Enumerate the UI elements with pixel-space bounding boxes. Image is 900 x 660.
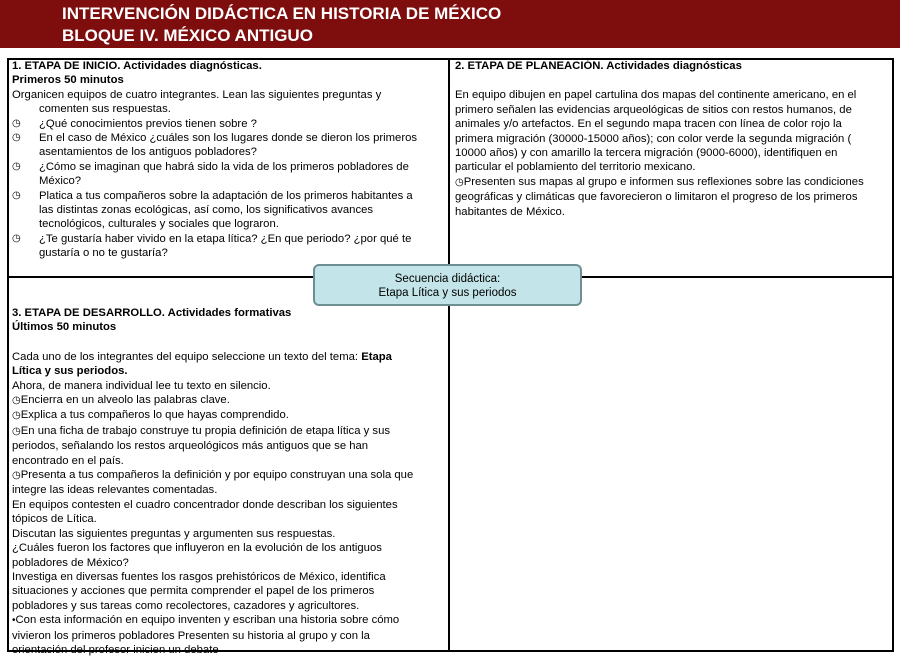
planeacion-line-3: animales y/o artefactos. En el segundo mapa tracen con línea de color rojo la	[455, 118, 842, 131]
desarrollo-c3: ◷En una ficha de trabajo construye tu propia definición de etapa lítica y sus	[12, 424, 444, 439]
clock-icon: ◷	[455, 176, 464, 188]
planeacion-title: 2. ETAPA DE PLANEACIÓN. Actividades diagnósticas	[455, 60, 742, 72]
inicio-intro: Organicen equipos de cuatro integrantes. Lean las siguientes preguntas y	[12, 88, 382, 101]
desarrollo-c2: ◷Explica a tus compañeros lo que hayas comprendido.	[12, 408, 444, 423]
secuencia-label: Secuencia didáctica:	[394, 273, 501, 285]
desarrollo-time: Últimos 50 minutos	[12, 321, 117, 334]
planeacion-line-4: primera migración (30000-15000 años); con color verde la segunda migración (	[455, 132, 852, 145]
planeacion-present-3: habitantes de México.	[455, 205, 565, 218]
inicio-question-1: ◷ ¿Qué conocimientos previos tienen sobre ?	[12, 117, 257, 130]
bullet-icon: •	[12, 615, 16, 627]
clock-icon: ◷	[12, 425, 21, 437]
table-vertical-divider	[448, 58, 450, 652]
clock-icon: ◷	[12, 117, 21, 129]
clock-icon: ◷	[12, 470, 21, 482]
desarrollo-p4: Discutan las siguientes preguntas y argumenten sus respuestas.	[12, 527, 336, 540]
document-header	[0, 0, 900, 48]
planeacion-present-2: geográficas y climáticas que favorecieron o limitaron el progreso de los primeros	[455, 191, 858, 204]
desarrollo-p5: ¿Cuáles fueron los factores que influyeron en la evolución de los antiguos	[12, 542, 382, 555]
planeacion-section	[455, 59, 893, 219]
inicio-question-3: ◷ ¿Cómo se imaginan que habrá sido la vida de los primeros pobladores de México?	[12, 160, 409, 188]
inicio-question-2: ◷ En el caso de México ¿cuáles son los lugares donde se dieron los primeros asentamientos de los antiguos pobladores?	[12, 132, 418, 159]
planeacion-line-2: primero señalen las evidencias arqueológicas de sitios con restos humanos, de	[455, 103, 852, 116]
inicio-intro-cont: comenten sus respuestas.	[39, 103, 171, 116]
desarrollo-p6: Investiga en diversas fuentes los rasgos prehistóricos de México, identifica	[12, 570, 386, 583]
clock-icon: ◷	[12, 395, 21, 407]
inicio-time: Primeros 50 minutos	[12, 74, 124, 87]
secuencia-topic: Etapa Lítica y sus periodos	[378, 287, 517, 299]
clock-icon: ◷	[12, 160, 21, 172]
desarrollo-p1-topic: Lítica y sus periodos.	[12, 365, 128, 378]
clock-icon: ◷	[12, 232, 21, 244]
desarrollo-p3: En equipos contesten el cuadro concentrador donde describan los siguientes	[12, 498, 398, 511]
desarrollo-b1: •Con esta información en equipo inventen y escriban una historia sobre cómo	[12, 613, 444, 628]
desarrollo-section: 3. ETAPA DE DESARROLLO. Actividades formativas Últimos 50 minutos Cada uno de los integrantes del equipo seleccione un texto del tema: Etapa Lítica y sus periodos. Ahora, de manera individual lee tu texto en silencio. ◷Encierra en un alveolo las palabras clave. ◷Explica a tus compañeros lo que hayas comprendido. ◷En una ficha de trabajo construye tu propia definición de etapa lítica y sus periodos, señalando los restos arqueológicos más antiguos que se han encontrado en el país. ◷Presenta a tus compañeros la definición y por equipo construyan una sola que integre las ideas relevantes comentadas. En equipos contesten el cuadro concentrador donde describan los siguientes tópicos de Lítica. Discutan las siguientes preguntas y argumenten sus respuestas. ¿Cuáles fueron los factores que influyeron en la evolución de los antiguos pobladores de México? Investiga en diversas fuentes los rasgos prehistóricos de México, identifica situaciones y acciones que permita comprender el papel de los primeros pobladores y sus tareas como recolectores, cazadores y agricultores. •Con esta información en equipo inventen y escriban una historia sobre cómo vivieron los primeros pobladores Presenten su historia al grupo y con la orientación del profesor inicien un debate	[12, 306, 444, 657]
clock-icon: ◷	[12, 132, 21, 144]
desarrollo-title: 3. ETAPA DE DESARROLLO. Actividades formativas	[12, 307, 292, 319]
planeacion-line-6: particular el poblamiento del territorio mexicano.	[455, 161, 696, 174]
planeacion-present-1: ◷Presenten sus mapas al grupo e informen sus reflexiones sobre las condiciones	[455, 175, 893, 190]
desarrollo-c1: ◷Encierra en un alveolo las palabras clave.	[12, 393, 444, 408]
inicio-title: 1. ETAPA DE INICIO. Actividades diagnósticas.	[12, 60, 262, 72]
inicio-question-4: ◷ Platica a tus compañeros sobre la adaptación de los primeros habitantes a las distintas zonas ecológicas, así como, los significativos avances tecnológicos, culturales y sociales que lograron.	[12, 189, 413, 231]
clock-icon: ◷	[12, 410, 21, 422]
clock-icon: ◷	[12, 189, 21, 201]
secuencia-didactica-callout	[313, 264, 582, 306]
planeacion-line-5: 10000 años) y con amarillo la tercera migración (9000-6000), identifiquen en	[455, 147, 838, 160]
desarrollo-p2: Ahora, de manera individual lee tu texto en silencio.	[12, 379, 271, 392]
planeacion-line-1: En equipo dibujen en papel cartulina dos mapas del continente americano, en el	[455, 89, 857, 102]
inicio-section	[12, 59, 444, 261]
inicio-question-5: ◷ ¿Te gustaría haber vivido en la etapa lítica? ¿En que periodo? ¿por qué te gustaría o no te gustaría?	[12, 232, 412, 260]
desarrollo-c4: ◷Presenta a tus compañeros la definición y por equipo construyan una sola que	[12, 468, 444, 483]
header-subtitle: BLOQUE IV. MÉXICO ANTIGUO	[62, 26, 313, 45]
header-title: INTERVENCIÓN DIDÁCTICA EN HISTORIA DE MÉXICO	[62, 4, 502, 23]
desarrollo-p1: Cada uno de los integrantes del equipo seleccione un texto del tema: Etapa	[12, 350, 392, 363]
